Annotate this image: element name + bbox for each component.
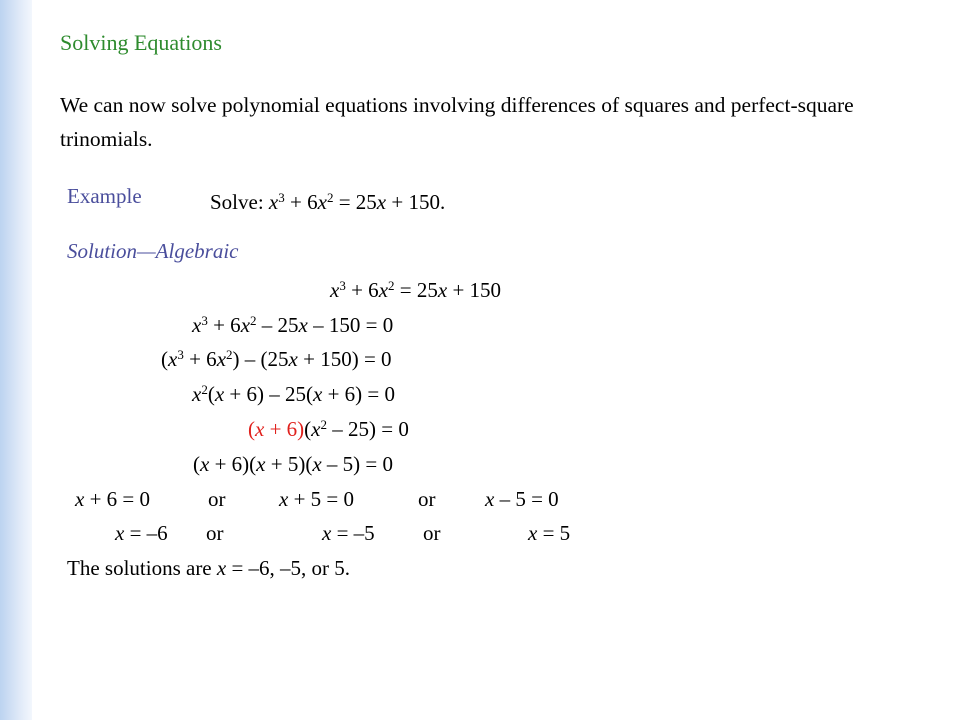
or-connector: or (423, 521, 441, 545)
solution-step-1: $x^3 + 6x^2 = 25x + 150$ (330, 277, 502, 302)
intro-paragraph: We can now solve polynomial equations involving differences of squares and perfect-square trinomials. (60, 93, 854, 151)
case-equation-2: x + 5 = 0 (279, 487, 355, 511)
solutions-conclusion: The solutions are x = –6, –5, or 5. (67, 556, 351, 580)
factor-highlight: (x + 6) (248, 417, 305, 441)
solution-step-6: (x + 6)(x + 5)(x – 5) = 0 (193, 452, 394, 476)
problem-lead: Solve: (210, 190, 264, 214)
or-connector: or (208, 487, 226, 511)
solution-step-5 (248, 417, 409, 442)
factor-rest: $(x^2 - 25) = 0$ (304, 416, 409, 441)
case-value-2: x = –5 (322, 521, 375, 545)
case-equation-1: x + 6 = 0 (75, 487, 151, 511)
solution-step-3: $(x^3 + 6x^2) - (25x + 150) = 0$ (161, 346, 392, 371)
example-problem (210, 190, 445, 215)
slide-sidebar-band (0, 0, 32, 720)
solution-step-4: $x^2(x + 6) - 25(x + 6) = 0$ (192, 381, 396, 406)
case-equation-3: x – 5 = 0 (485, 487, 559, 511)
slide-title: Solving Equations (60, 30, 222, 55)
or-connector: or (418, 487, 436, 511)
case-value-3: x = 5 (528, 521, 571, 545)
problem-equation: $x^3 + 6x^2 = 25x + 150$. (268, 189, 446, 214)
solution-step-2: $x^3 + 6x^2 - 25x - 150 = 0$ (192, 312, 394, 337)
or-connector: or (206, 521, 224, 545)
example-label: Example (67, 184, 142, 208)
solution-heading: Solution—Algebraic (67, 239, 239, 263)
case-value-1: x = –6 (115, 521, 168, 545)
